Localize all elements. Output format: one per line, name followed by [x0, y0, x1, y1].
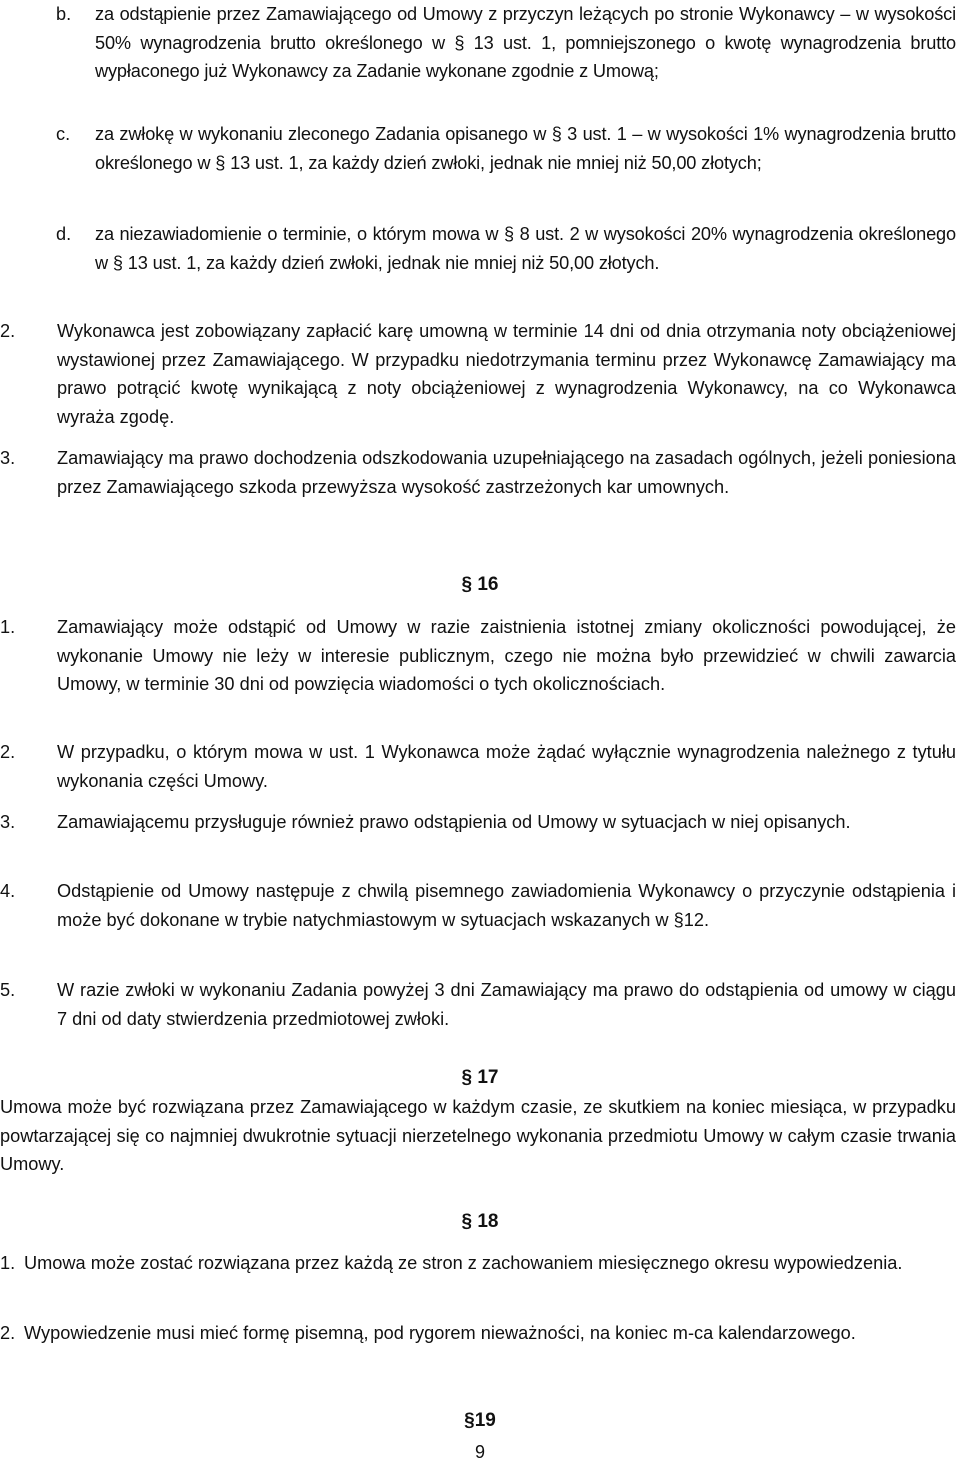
clause-number: 2.	[0, 1323, 16, 1343]
section-heading-19: §19	[464, 1410, 496, 1431]
list-label-c: c.	[56, 124, 71, 144]
clause-number: 4.	[0, 881, 16, 901]
clause-number: 3.	[0, 448, 16, 468]
list-label-d: d.	[56, 224, 72, 244]
clause-text: Wykonawca jest zobowiązany zapłacić karę umowną w terminie 14 dni od dnia otrzymania noty obciążeniowej wystawionej przez Zamawiającego. W przypadku niedotrzymania terminu przez Wykonawcę Zamawiający ma prawo potrącić kwotę wynikającą z noty obciążeniowej z wynagrodzenia Wykonawcy, na co Wykonawca wyraża zgodę.	[57, 321, 956, 427]
section-heading-17: § 17	[461, 1067, 499, 1088]
clause-number: 1.	[0, 617, 16, 637]
clause-text: Zamawiający może odstąpić od Umowy w razie zaistnienia istotnej zmiany okoliczności powodującej, że wykonanie Umowy nie leży w interesie publicznym, czego nie można było przewidzieć w chwili zawarcia Umowy, w terminie 30 dni od powzięcia wiadomości o tych okolicznościach.	[57, 617, 956, 694]
clause-text: W razie zwłoki w wykonaniu Zadania powyżej 3 dni Zamawiający ma prawo do odstąpienia od umowy w ciągu 7 dni od daty stwierdzenia przedmiotowej zwłoki.	[57, 980, 956, 1029]
clause-text: Zamawiający ma prawo dochodzenia odszkodowania uzupełniającego na zasadach ogólnych, jeżeli poniesiona przez Zamawiającego szkoda przewyższa wysokość zastrzeżonych kar umownych.	[57, 448, 956, 497]
clause-text: W przypadku, o którym mowa w ust. 1 Wykonawca może żądać wyłącznie wynagrodzenia należnego z tytułu wykonania części Umowy.	[57, 742, 956, 791]
clause-number: 5.	[0, 980, 16, 1000]
clause-text: Zamawiającemu przysługuje również prawo odstąpienia od Umowy w sytuacjach w niej opisanych.	[57, 812, 851, 832]
list-item-c: za zwłokę w wykonaniu zleconego Zadania opisanego w § 3 ust. 1 – w wysokości 1% wynagrodzenia brutto określonego w § 13 ust. 1, za każdy dzień zwłoki, jednak nie mniej niż 50,00 złotych;	[95, 124, 956, 173]
clause-number: 2.	[0, 321, 16, 341]
section-heading-16: § 16	[461, 574, 499, 595]
clause-text: Odstąpienie od Umowy następuje z chwilą pisemnego zawiadomienia Wykonawcy o przyczynie odstąpienia i może być dokonane w trybie natychmiastowym w sytuacjach wskazanych w §12.	[57, 881, 956, 930]
clause-text: Wypowiedzenie musi mieć formę pisemną, pod rygorem nieważności, na koniec m-ca kalendarzowego.	[24, 1323, 856, 1343]
section-17-text: Umowa może być rozwiązana przez Zamawiającego w każdym czasie, ze skutkiem na koniec miesiąca, w przypadku powtarzającej się co najmniej dwukrotnie sytuacji nierzetelnego wykonania przedmiotu Umowy w całym czasie trwania Umowy.	[0, 1097, 956, 1174]
clause-number: 1.	[0, 1253, 16, 1273]
list-item-d: za niezawiadomienie o terminie, o którym mowa w § 8 ust. 2 w wysokości 20% wynagrodzenia określonego w § 13 ust. 1, za każdy dzień zwłoki, jednak nie mniej niż 50,00 złotych.	[95, 224, 956, 273]
list-item-b: za odstąpienie przez Zamawiającego od Umowy z przyczyn leżących po stronie Wykonawcy – w wysokości 50% wynagrodzenia brutto określonego w § 13 ust. 1, pomniejszonego o kwotę wynagrodzenia brutto wypłaconego już Wykonawcy za Zadanie wykonane zgodnie z Umową;	[95, 4, 956, 81]
clause-number: 2.	[0, 742, 16, 762]
section-heading-18: § 18	[461, 1211, 499, 1232]
list-label-b: b.	[56, 4, 72, 24]
clause-text: Umowa może zostać rozwiązana przez każdą ze stron z zachowaniem miesięcznego okresu wypowiedzenia.	[24, 1253, 903, 1273]
clause-number: 3.	[0, 812, 16, 832]
page-number: 9	[474, 1442, 485, 1462]
